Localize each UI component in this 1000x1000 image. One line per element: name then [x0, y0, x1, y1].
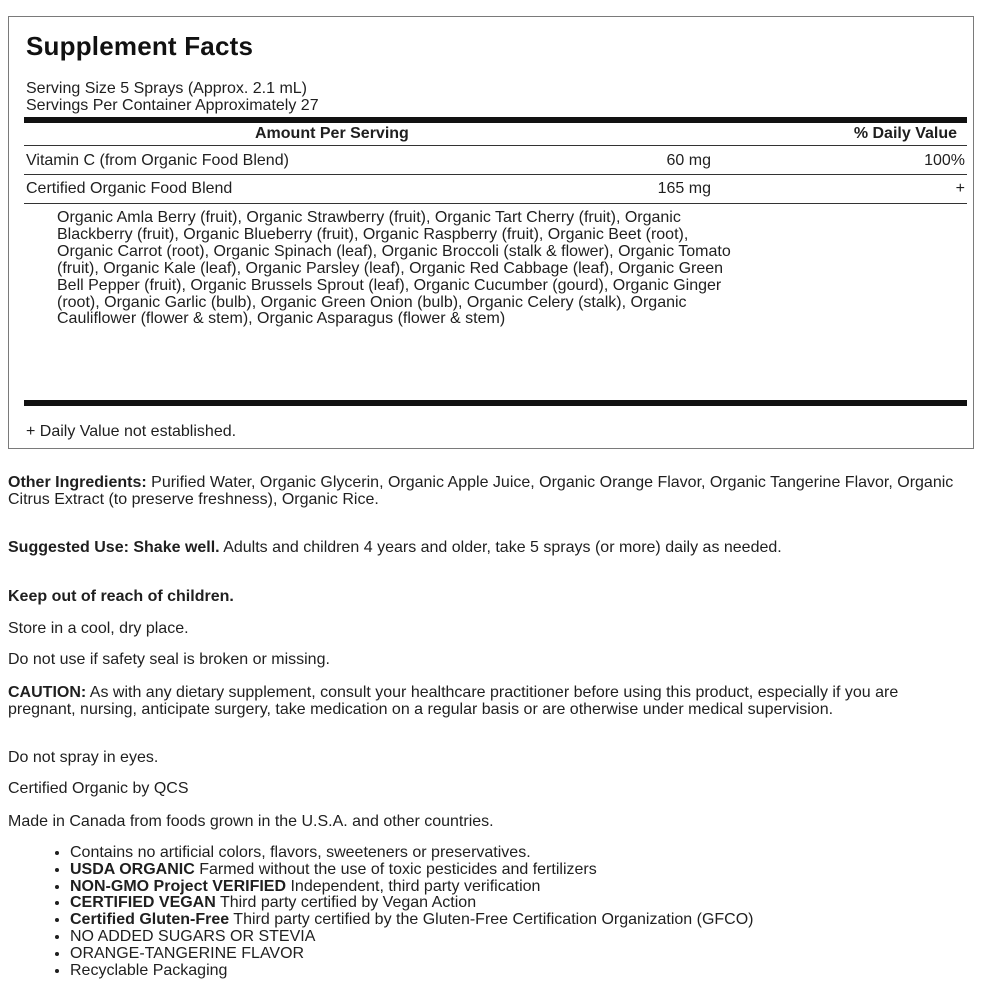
serving-size: Serving Size 5 Sprays (Approx. 2.1 mL): [26, 80, 308, 97]
list-item: • NO ADDED SUGARS OR STEVIA: [70, 929, 1000, 946]
keep-out-text: Keep out of reach of children.: [8, 588, 234, 605]
caution: [8, 685, 968, 718]
servings-per-container: Servings Per Container Approximately 27: [26, 97, 319, 114]
caution-text: As with any dietary supplement, consult your healthcare practitioner before using this product, especially if you are pregnant, nursing, anticipate surgery, take medication on a regular basis or are otherwise under medical supervision.: [8, 684, 899, 718]
eye-warning: Do not spray in eyes.: [8, 749, 159, 766]
list-item: • USDA ORGANIC Farmed without the use of toxic pesticides and fertilizers: [70, 862, 1000, 879]
panel-title: Supplement Facts: [26, 31, 254, 61]
suggested-use-label: Suggested Use: Shake well.: [8, 539, 220, 556]
certification-note: Certified Organic by QCS: [8, 780, 189, 797]
other-ingredients-text: Purified Water, Organic Glycerin, Organic Apple Juice, Organic Orange Flavor, Organic Tangerine Flavor, Organic Citrus Extract (to preserve freshness), Organic Rice.: [8, 474, 954, 508]
list-item: • Certified Gluten-Free Third party certified by the Gluten-Free Certification Organization (GFCO): [70, 912, 1000, 929]
thin-divider: [24, 145, 967, 146]
nutrient-name: Certified Organic Food Blend: [26, 180, 233, 197]
nutrient-name: Vitamin C (from Organic Food Blend): [26, 152, 289, 169]
nutrient-amount: 60 mg: [666, 152, 711, 169]
nutrient-daily-value: +: [955, 180, 965, 197]
list-item: • Recyclable Packaging: [70, 963, 1000, 980]
list-item: • NON-GMO Project VERIFIED Independent, third party verification: [70, 879, 1000, 896]
list-item: • ORANGE-TANGERINE FLAVOR: [70, 946, 1000, 963]
amount-per-serving-header: Amount Per Serving: [255, 125, 409, 142]
other-ingredients-label: Other Ingredients:: [8, 474, 147, 491]
thin-divider: [24, 174, 967, 175]
thick-divider: [24, 400, 967, 406]
nutrient-amount: 165 mg: [657, 180, 711, 197]
storage-instructions: Store in a cool, dry place.: [8, 620, 189, 637]
daily-value-header: % Daily Value: [853, 125, 957, 142]
list-item: • Contains no artificial colors, flavors, sweeteners or preservatives.: [70, 845, 1000, 862]
keep-out-warning: [8, 589, 234, 606]
feature-list: [38, 845, 1000, 979]
thick-divider: [24, 117, 967, 123]
other-ingredients: [8, 475, 983, 508]
origin-note: Made in Canada from foods grown in the U.S.A. and other countries.: [8, 813, 494, 830]
safety-seal-notice: Do not use if safety seal is broken or missing.: [8, 651, 330, 668]
food-blend-ingredients: Organic Amla Berry (fruit), Organic Strawberry (fruit), Organic Tart Cherry (fruit), Organic Blackberry (fruit), Organic Blueberry (fruit), Organic Raspberry (fruit), Organic Beet (root), Organic Carrot (root), Organic Spinach (leaf), Organic Broccoli (stalk & flower), Organic Tomato (fruit), Organic Kale (leaf), Organic Parsley (leaf), Organic Red Cabbage (leaf), Organic Green Bell Pepper (fruit), Organic Brussels Sprout (leaf), Organic Cucumber (gourd), Organic Ginger (root), Organic Garlic (bulb), Organic Green Onion (bulb), Organic Celery (stalk), Organic Cauliflower (flower & stem), Organic Asparagus (flower & stem): [57, 209, 731, 328]
list-item: • CERTIFIED VEGAN Third party certified by Vegan Action: [70, 895, 1000, 912]
caution-label: CAUTION:: [8, 684, 87, 701]
suggested-use: [8, 540, 958, 557]
thin-divider: [24, 203, 967, 204]
nutrient-daily-value: 100%: [924, 152, 965, 169]
suggested-use-text: Adults and children 4 years and older, take 5 sprays (or more) daily as needed.: [223, 539, 782, 556]
daily-value-footnote: + Daily Value not established.: [26, 423, 237, 440]
supplement-facts-panel: [8, 16, 974, 449]
